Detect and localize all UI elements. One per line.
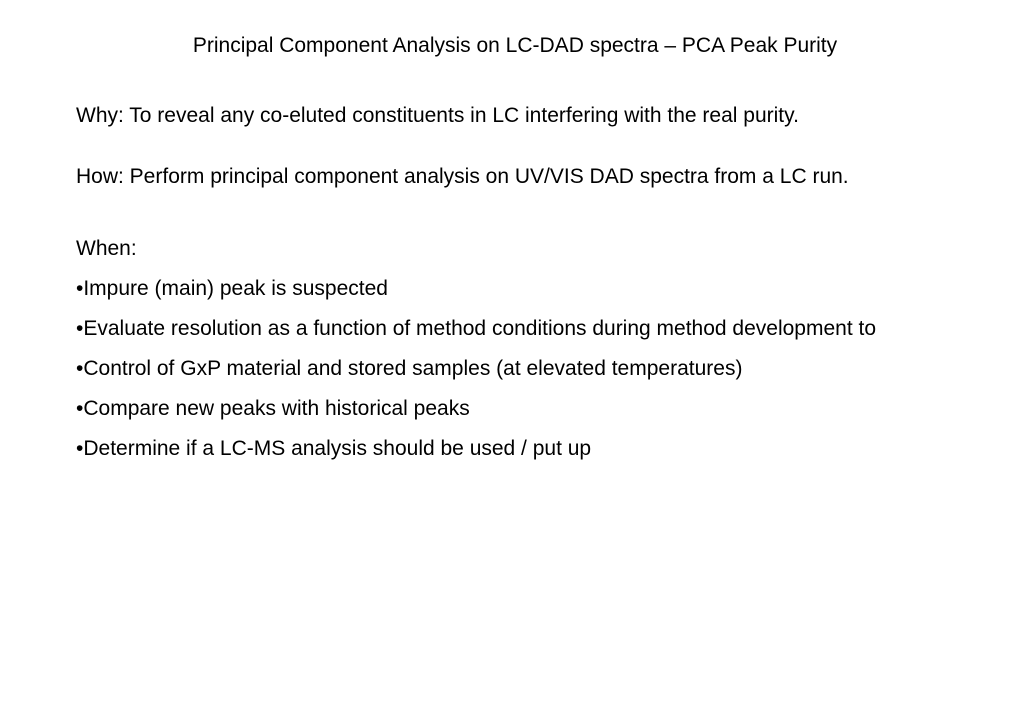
- bullet-item: •Control of GxP material and stored samples (at elevated temperatures): [76, 357, 743, 380]
- slide-title: Principal Component Analysis on LC-DAD spectra – PCA Peak Purity: [192, 34, 838, 57]
- when-bullet-list: [76, 273, 926, 464]
- bullet-item: •Compare new peaks with historical peaks: [76, 397, 470, 420]
- bullet-item: •Determine if a LC-MS analysis should be used / put up: [76, 437, 592, 460]
- bullet-item: •Impure (main) peak is suspected: [76, 277, 388, 300]
- slide-body: [76, 100, 926, 473]
- when-heading: When:: [76, 237, 137, 260]
- why-paragraph: Why: To reveal any co-eluted constituents in LC interfering with the real purity.: [76, 104, 799, 127]
- how-paragraph: How: Perform principal component analysis on UV/VIS DAD spectra from a LC run.: [76, 165, 849, 188]
- bullet-item: •Evaluate resolution as a function of method conditions during method development to: [76, 317, 877, 340]
